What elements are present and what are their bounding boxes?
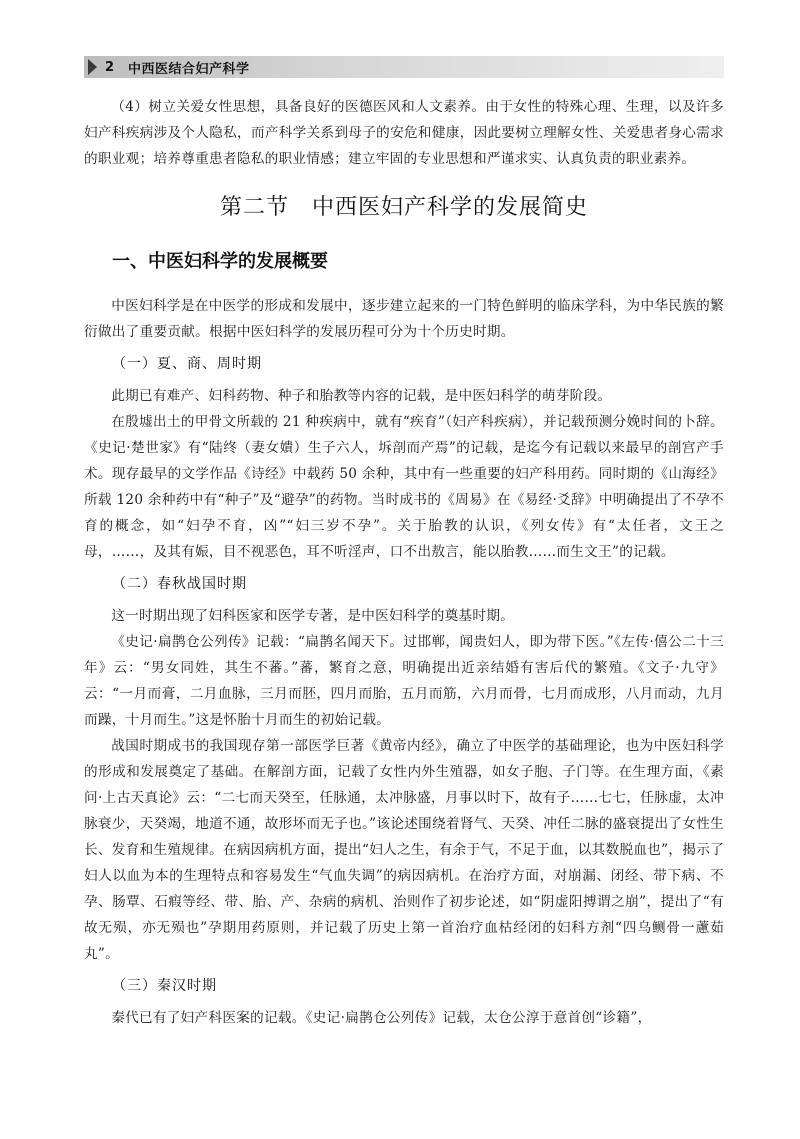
section-title: 第二节 中西医妇产科学的发展简史 <box>219 195 588 220</box>
paragraph: 秦代已有了妇产科医案的记载。《史记·扁鹊仓公列传》记载，太仓公淳于意首创“诊籍”， <box>111 1010 652 1026</box>
page-content <box>84 94 724 1031</box>
running-header <box>84 56 724 78</box>
paragraph: 这一时期出现了妇科医家和医学专著，是中医妇科学的奠基时期。 <box>111 608 515 624</box>
intro-paragraph: （4）树立关爱女性思想，具备良好的医德医风和人文素养。由于女性的特殊心理、生理，以及许多妇产科疾病涉及个人隐私，而产科学关系到母子的安危和健康，因此要树立理解女性、关爱患者身心需求的职业观；培养尊重患者隐私的职业情感；建立牢固的专业思想和严谨求实、认真负责的职业素养。 <box>84 99 724 167</box>
book-title: 中西医结合妇产科学 <box>128 61 250 77</box>
paragraph: 在殷墟出土的甲骨文所载的 21 种疾病中，就有“疾育”（妇产科疾病），并记载预测分娩时间的卜辞。《史记·楚世家》有“陆终（妻女嬇）生子六人，坼剖而产焉”的记载，是迄今有记载以来最早的剖宫产手术。现存最早的文学作品《诗经》中载药 50 余种，其中有一些重要的妇产科用药。同时期的《山海经》所载 120 余种药中有“种子”及“避孕”的药物。当时成书的《周易》在《易经·爻辞》中明确提出了不孕不育的概念，如“妇孕不育，凶”“妇三岁不孕”。关于胎教的认识，《列女传》有“太任者，文王之母，……，及其有娠，目不视恶色，耳不听淫声，口不出敖言，能以胎教……而生文王”的记载。 <box>84 414 724 560</box>
paragraph: 此期已有难产、妇科药物、种子和胎教等内容的记载，是中医妇科学的萌芽阶段。 <box>111 388 612 404</box>
period-heading-spring-autumn: （二）春秋战国时期 <box>112 576 247 592</box>
paragraph: 战国时期成书的我国现存第一部医学巨著《黄帝内经》，确立了中医学的基础理论，也为中医妇科学的形成和发展奠定了基础。在解剖方面，记载了女性内外生殖器，如女子胞、子门等。在生理方面，《素问·上古天真论》云：“二七而天癸至，任脉通，太冲脉盛，月事以时下，故有子……七七，任脉虚，太冲脉衰少，天癸竭，地道不通，故形坏而无子也。”该论述围绕着肾气、天癸、冲任二脉的盛衰提出了女性生长、发育和生殖规律。在病因病机方面，提出“妇人之生，有余于气，不足于血，以其数脱血也”，揭示了妇人以血为本的生理特点和容易发生“气血失调”的病因病机。在治疗方面，对崩漏、闭经、带下病、不孕、肠覃、石瘕等经、带、胎、产、杂病的病机、治则作了初步论述，如“阴虚阳搏谓之崩”，提出了“有故无殒，亦无殒也”孕期用药原则，并记载了历史上第一首治疗血枯经闭的妇科方剂“四乌鲗骨一藘茹丸”。 <box>84 738 724 962</box>
play-arrow-icon <box>88 59 97 75</box>
period-heading-qin-han: （三）秦汉时期 <box>112 978 217 994</box>
period-heading-xia-shang-zhou: （一）夏、商、周时期 <box>112 356 262 372</box>
subsection-title: 一、中医妇科学的发展概要 <box>112 251 328 272</box>
paragraph: 《史记·扁鹊仓公列传》记载：“扁鹊名闻天下。过邯郸，闻贵妇人，即为带下医。”《左传·僖公二十三年》云：“男女同姓，其生不蕃。”蕃，繁育之意，明确提出近亲结婚有害后代的繁殖。《文子·九守》云：“一月而膏，二月血脉，三月而胚，四月而胎，五月而筋，六月而骨，七月而成形，八月而动，九月而躁，十月而生。”这是怀胎十月而生的初始记载。 <box>84 634 724 728</box>
overview-paragraph: 中医妇科学是在中医学的形成和发展中，逐步建立起来的一门特色鲜明的临床学科，为中华民族的繁衍做出了重要贡献。根据中医妇科学的发展历程可分为十个历史时期。 <box>84 298 724 340</box>
page-number: 2 <box>105 59 115 75</box>
